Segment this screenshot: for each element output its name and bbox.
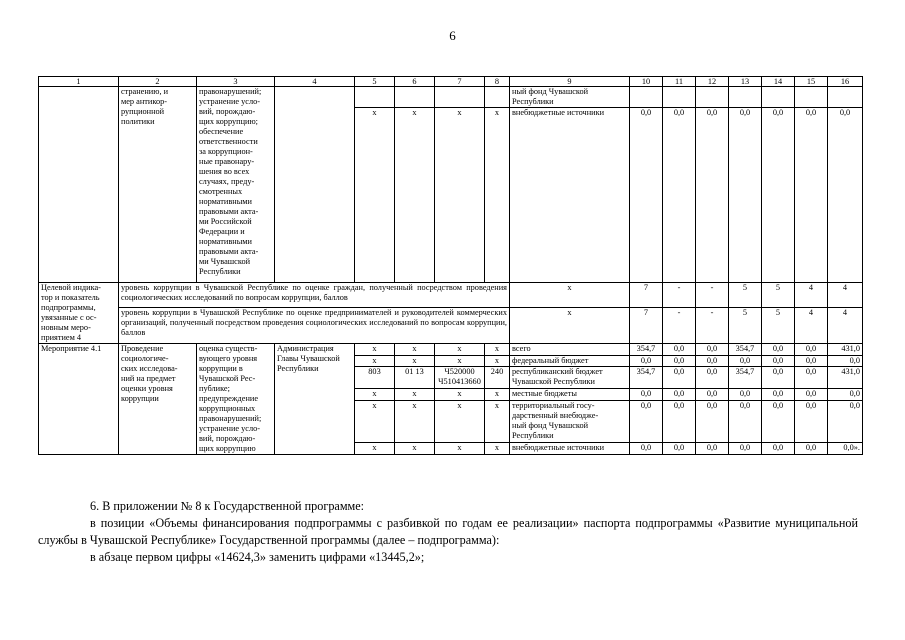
table-cell: x: [485, 108, 510, 283]
table-cell: 7: [435, 77, 485, 87]
table-cell: 431,0: [828, 344, 863, 356]
table-cell: [795, 87, 828, 108]
table-cell: 0,0: [630, 108, 663, 283]
table-cell: 0,0: [828, 355, 863, 367]
table-cell: x: [485, 443, 510, 455]
table-cell: 0,0: [663, 108, 696, 283]
table-cell: 0,0: [795, 389, 828, 401]
table-cell: 10: [630, 77, 663, 87]
paragraph-financing: в позиции «Объемы финансирования подпрограммы с разбивкой по годам ее реализации» паспорта подпрограммы «Развитие муниципальной службы в Чувашской Республике» Государственной программы (далее – подпрограмма):: [38, 516, 858, 547]
table-cell: 0,0: [729, 389, 762, 401]
table-cell: [275, 87, 355, 283]
table-cell: 9: [510, 77, 630, 87]
table-cell: 0,0: [795, 108, 828, 283]
table-cell: 0,0: [696, 355, 729, 367]
table-cell: 0,0: [663, 400, 696, 443]
table-cell: 0,0: [828, 400, 863, 443]
table-cell: оценка существ- вующего уровня коррупции в Чувашской Рес- публике; предупреждение коррупционных правонарушений; устранение усло- вий, порождаю- щих коррупцию: [197, 344, 275, 455]
table-cell: 0,0: [828, 108, 863, 283]
table-cell: [663, 87, 696, 108]
table-cell: x: [435, 443, 485, 455]
table-cell: x: [485, 400, 510, 443]
table-cell: 5: [729, 283, 762, 308]
table-cell: 0,0: [663, 389, 696, 401]
table-cell: [485, 87, 510, 108]
table-cell: x: [355, 443, 395, 455]
table-cell: x: [395, 108, 435, 283]
table-header-row: [39, 77, 863, 87]
table-cell: 0,0».: [828, 443, 863, 455]
table-cell: [355, 87, 395, 108]
table-cell: 0,0: [762, 367, 795, 389]
table-cell: 4: [795, 307, 828, 343]
table-cell: x: [395, 389, 435, 401]
table-cell: 5: [762, 283, 795, 308]
table-cell: 5: [729, 307, 762, 343]
table-cell: 16: [828, 77, 863, 87]
table-cell: 0,0: [795, 344, 828, 356]
table-cell: 0,0: [762, 400, 795, 443]
table-cell: [39, 87, 119, 283]
table-cell: 0,0: [630, 443, 663, 455]
table-cell: 8: [485, 77, 510, 87]
table-cell: [762, 87, 795, 108]
table-cell: 354,7: [729, 344, 762, 356]
table-cell: 01 13: [395, 367, 435, 389]
table-cell: 0,0: [696, 400, 729, 443]
table-cell: x: [395, 443, 435, 455]
table-cell: [435, 87, 485, 108]
table-cell: 3: [197, 77, 275, 87]
table-cell: 0,0: [663, 443, 696, 455]
table-cell: -: [696, 307, 729, 343]
table-cell: x: [395, 344, 435, 356]
table-cell: уровень коррупции в Чувашской Республике по оценке граждан, полученный посредством проведения социологических исследований по вопросам коррупции, баллов: [119, 283, 510, 308]
table-cell: x: [435, 400, 485, 443]
table-cell: 431,0: [828, 367, 863, 389]
table-cell: 0,0: [828, 389, 863, 401]
table-cell: x: [510, 283, 630, 308]
table-cell: [729, 87, 762, 108]
table-cell: всего: [510, 344, 630, 356]
table-cell: 0,0: [729, 400, 762, 443]
table-cell: x: [395, 400, 435, 443]
table-cell: 0,0: [696, 344, 729, 356]
table-cell: -: [696, 283, 729, 308]
indicator-row: [39, 283, 863, 308]
table-row: [39, 87, 863, 108]
table-cell: 354,7: [729, 367, 762, 389]
table-cell: x: [355, 344, 395, 356]
table-cell: -: [663, 307, 696, 343]
table-cell: внебюджетные источники: [510, 443, 630, 455]
table-cell: 4: [795, 283, 828, 308]
table-cell: x: [355, 108, 395, 283]
table-cell: 0,0: [795, 400, 828, 443]
table-cell: 7: [630, 307, 663, 343]
table-cell: x: [355, 400, 395, 443]
paragraph-item-6: 6. В приложении № 8 к Государственной программе:: [90, 499, 365, 513]
table-cell: x: [435, 389, 485, 401]
table-cell: 4: [828, 307, 863, 343]
table-cell: x: [395, 355, 435, 367]
table-cell: 12: [696, 77, 729, 87]
table-cell: x: [485, 355, 510, 367]
table-cell: 5: [355, 77, 395, 87]
table-cell: -: [663, 283, 696, 308]
table-cell: 13: [729, 77, 762, 87]
table-cell: x: [435, 344, 485, 356]
table-cell: [630, 87, 663, 108]
table-cell: Администрация Главы Чувашской Республики: [275, 344, 355, 455]
table-cell: 0,0: [762, 108, 795, 283]
table-cell: 0,0: [729, 443, 762, 455]
table-cell: 0,0: [630, 389, 663, 401]
table-cell: 0,0: [663, 344, 696, 356]
table-cell: 0,0: [696, 367, 729, 389]
table-cell: 6: [395, 77, 435, 87]
table-cell: x: [435, 355, 485, 367]
table-cell: 0,0: [663, 367, 696, 389]
table-cell: 11: [663, 77, 696, 87]
table-cell: 1: [39, 77, 119, 87]
table-cell: правонарушений; устранение усло- вий, порождаю- щих коррупцию; обеспечение ответственности за коррупцион- ные правонару- шения во всех случаях, преду- смотренных нормативными правовыми акта- ми Российской Федерации и нормативными правовыми акта- ми Чувашской Республики: [197, 87, 275, 283]
table-cell: 0,0: [663, 355, 696, 367]
table-cell: 0,0: [795, 367, 828, 389]
table-cell: [828, 87, 863, 108]
table-cell: 0,0: [696, 389, 729, 401]
table-cell: x: [355, 389, 395, 401]
table-cell: 0,0: [762, 389, 795, 401]
table-cell: [395, 87, 435, 108]
table-cell: 0,0: [630, 355, 663, 367]
table-cell: 0,0: [729, 355, 762, 367]
table-cell: Мероприятие 4.1: [39, 344, 119, 455]
table-cell: 7: [630, 283, 663, 308]
paragraph-replace: в абзаце первом цифры «14624,3» заменить цифрами «13445,2»;: [90, 550, 425, 564]
table-cell: ный фонд Чувашской Республики: [510, 87, 630, 108]
table-cell: 0,0: [630, 400, 663, 443]
table-cell: [696, 87, 729, 108]
table-cell: 15: [795, 77, 828, 87]
financing-table: [38, 76, 863, 455]
table-cell: местные бюджеты: [510, 389, 630, 401]
table-cell: территориальный госу- дарственный внебюдже- ный фонд Чувашской Республики: [510, 400, 630, 443]
table-cell: x: [510, 307, 630, 343]
table-cell: 0,0: [795, 355, 828, 367]
table-cell: 4: [275, 77, 355, 87]
table-cell: 354,7: [630, 367, 663, 389]
table-cell: 0,0: [696, 108, 729, 283]
table-cell: x: [435, 108, 485, 283]
table-cell: 240: [485, 367, 510, 389]
table-cell: 0,0: [762, 443, 795, 455]
table-cell: 0,0: [762, 355, 795, 367]
table-cell: Целевой индика- тор и показатель подпрограммы, увязанные с ос- новным меро- приятием 4: [39, 283, 119, 344]
table-cell: 4: [828, 283, 863, 308]
table-cell: уровень коррупции в Чувашской Республике по оценке предпринимателей и руководителей коммерческих организаций, полученный посредством проведения социологических исследований по вопросам коррупции, баллов: [119, 307, 510, 343]
page-number: 6: [449, 28, 456, 43]
table-cell: федеральный бюджет: [510, 355, 630, 367]
table-cell: 0,0: [762, 344, 795, 356]
table-cell: x: [355, 355, 395, 367]
table-cell: 2: [119, 77, 197, 87]
table-cell: странению, и мер антикор- рупционной политики: [119, 87, 197, 283]
table-cell: 354,7: [630, 344, 663, 356]
table-cell: x: [485, 344, 510, 356]
table-cell: 803: [355, 367, 395, 389]
table-cell: Проведение социологиче- ских исследова- ний на предмет оценки уровня коррупции: [119, 344, 197, 455]
indicator-row: [39, 307, 863, 343]
table-cell: 0,0: [696, 443, 729, 455]
measure-row: [39, 344, 863, 356]
table-cell: 5: [762, 307, 795, 343]
table-cell: республиканский бюджет Чувашской Республики: [510, 367, 630, 389]
table-cell: 14: [762, 77, 795, 87]
table-cell: внебюджетные источники: [510, 108, 630, 283]
table-cell: 0,0: [795, 443, 828, 455]
table-cell: x: [485, 389, 510, 401]
table-cell: 0,0: [729, 108, 762, 283]
table-cell: Ч520000 Ч510413660: [435, 367, 485, 389]
